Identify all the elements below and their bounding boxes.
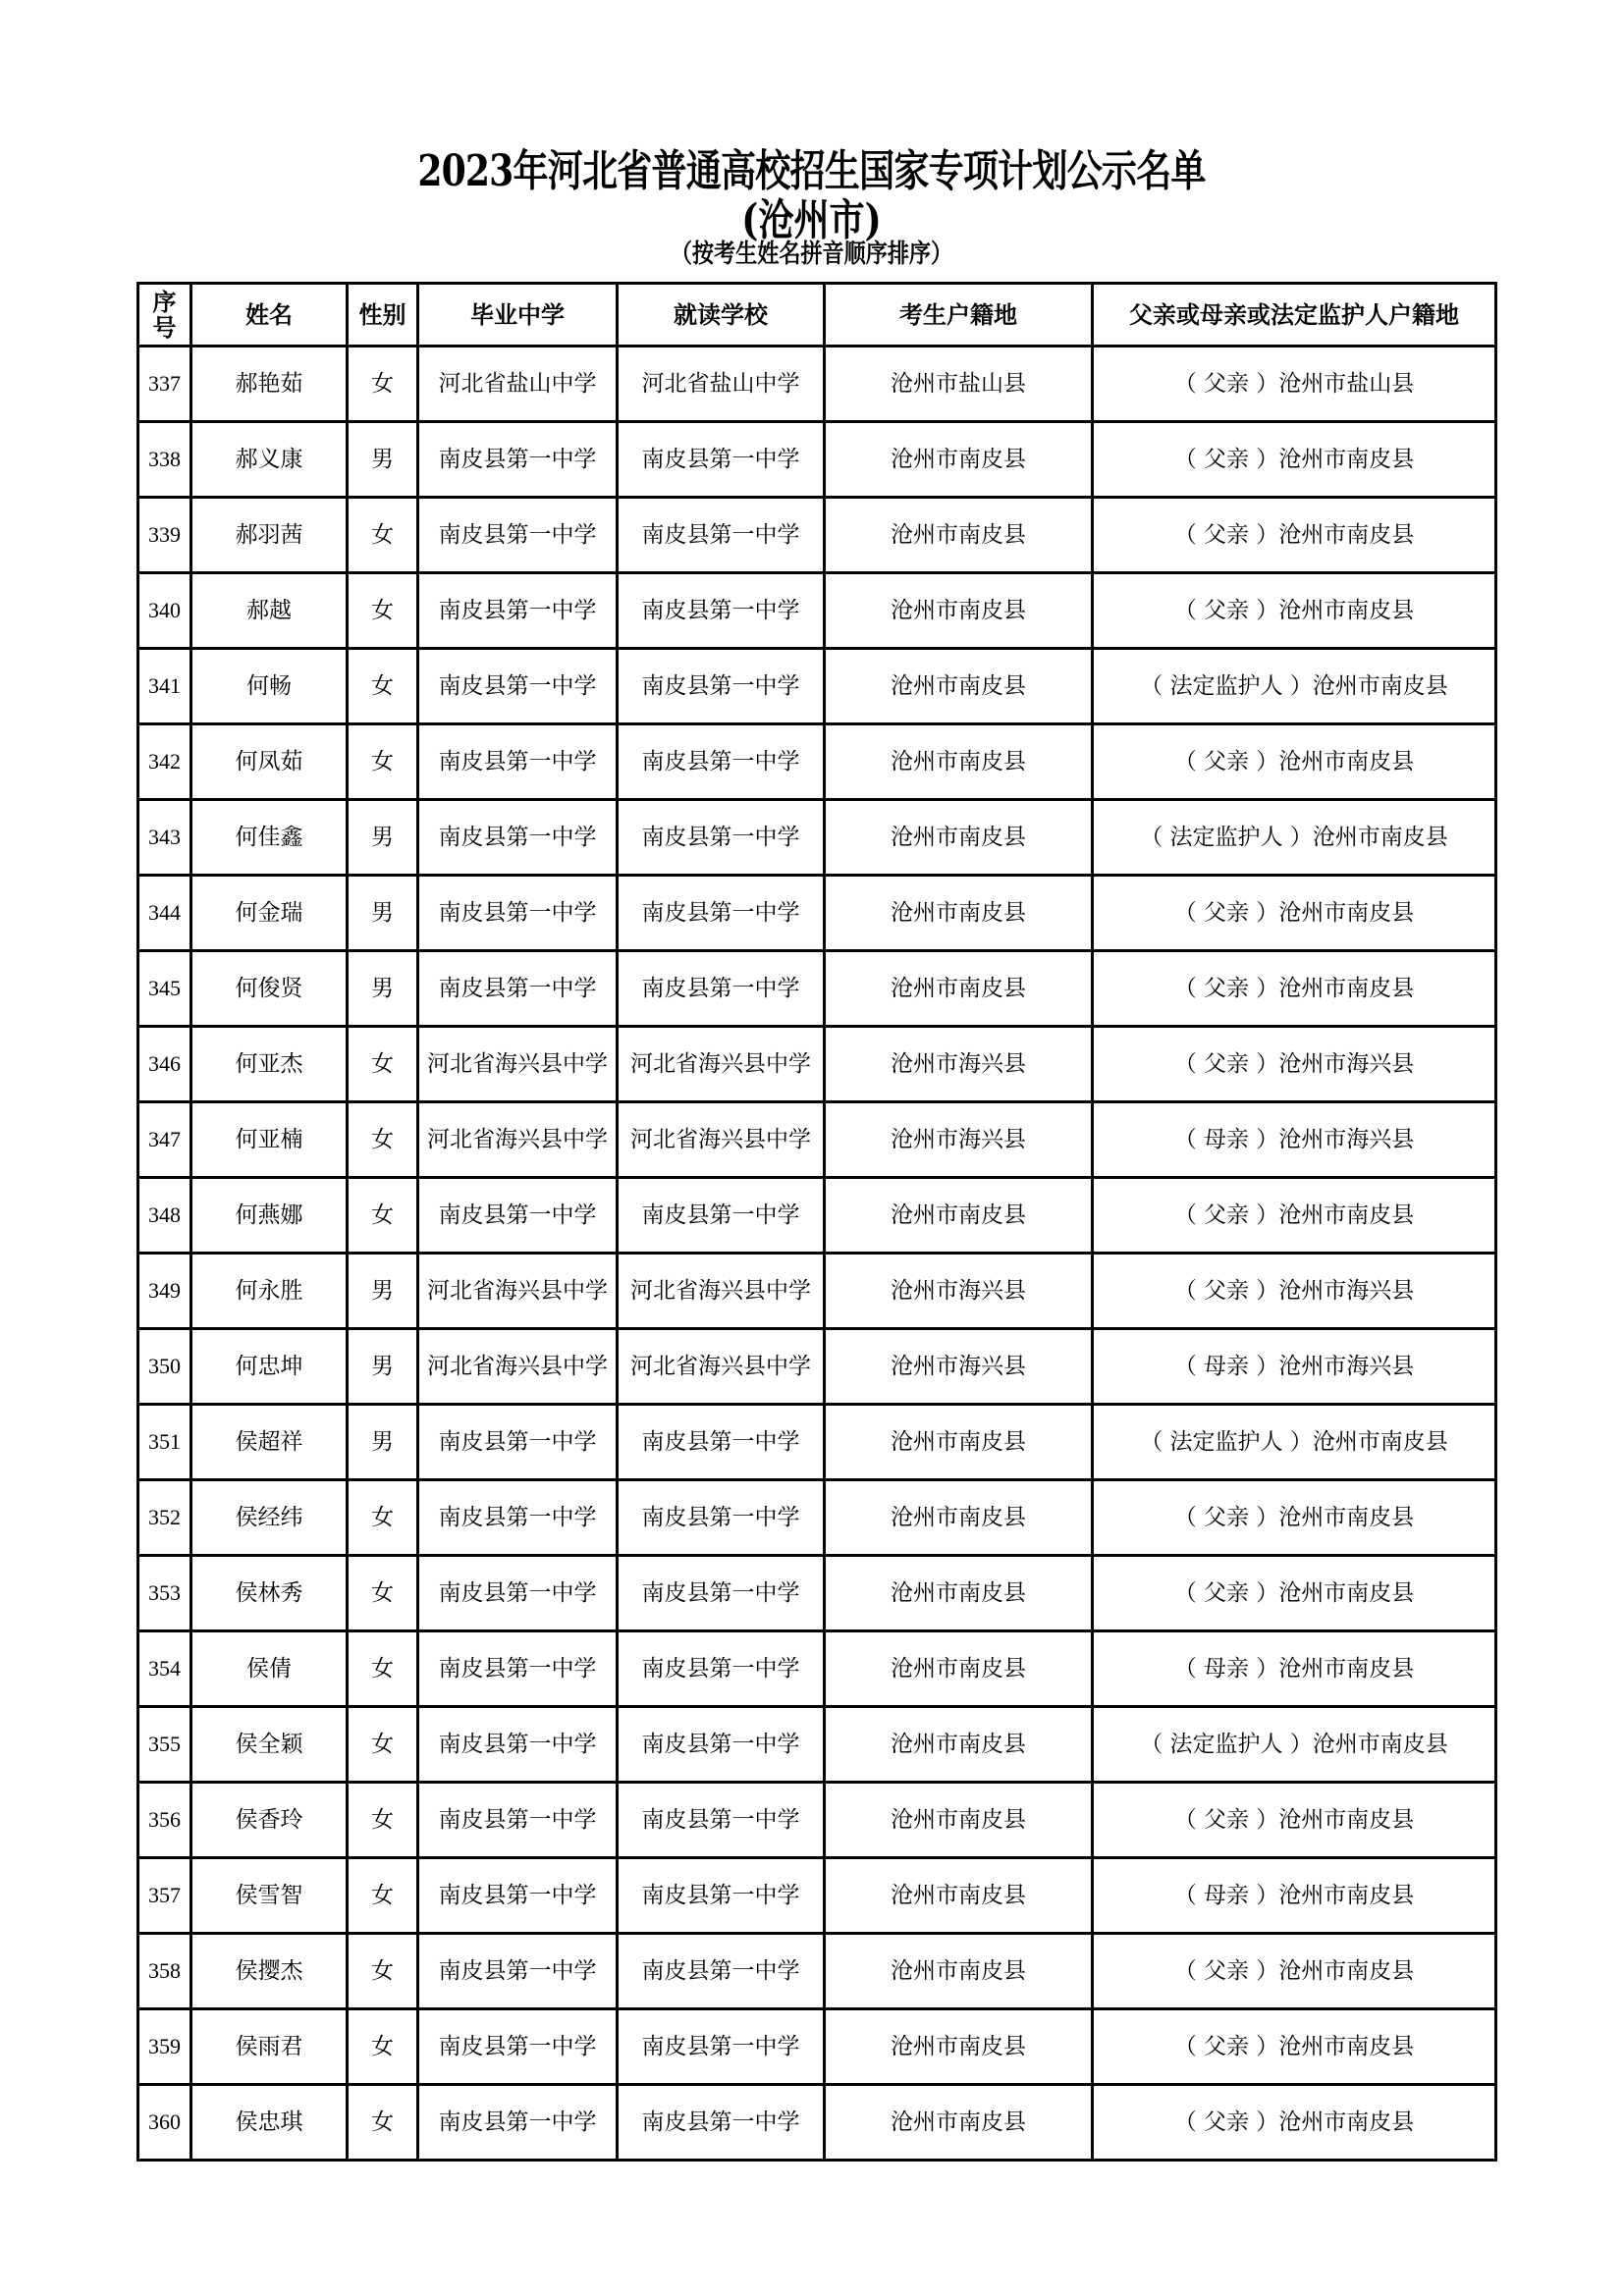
cell-current-school: 南皮县第一中学: [618, 498, 825, 573]
cell-guardian-residence: （ 父亲 ）沧州市南皮县: [1093, 1480, 1496, 1556]
cell-current-school: 河北省海兴县中学: [618, 1102, 825, 1178]
cell-graduated-school: 南皮县第一中学: [418, 422, 618, 498]
cell-gender: 女: [348, 724, 418, 800]
table-header-row: [138, 284, 1496, 347]
table-row: [138, 724, 1496, 800]
cell-gender: 男: [348, 876, 418, 951]
cell-student-residence: 沧州市南皮县: [825, 1631, 1093, 1707]
cell-serial: 344: [138, 876, 191, 951]
cell-student-residence: 沧州市海兴县: [825, 1102, 1093, 1178]
cell-guardian-residence: （ 父亲 ）沧州市南皮县: [1093, 2085, 1496, 2161]
cell-name: 侯忠琪: [191, 2085, 348, 2161]
cell-guardian-residence: （ 法定监护人 ）沧州市南皮县: [1093, 1707, 1496, 1783]
table-row: [138, 951, 1496, 1027]
cell-guardian-residence: （ 父亲 ）沧州市南皮县: [1093, 422, 1496, 498]
cell-gender: 女: [348, 1480, 418, 1556]
cell-student-residence: 沧州市南皮县: [825, 1858, 1093, 1934]
cell-guardian-residence: （ 父亲 ）沧州市盐山县: [1093, 347, 1496, 422]
cell-graduated-school: 南皮县第一中学: [418, 1178, 618, 1254]
cell-guardian-residence: （ 父亲 ）沧州市南皮县: [1093, 1556, 1496, 1631]
cell-graduated-school: 南皮县第一中学: [418, 1480, 618, 1556]
cell-name: 侯倩: [191, 1631, 348, 1707]
cell-current-school: 河北省海兴县中学: [618, 1254, 825, 1329]
cell-current-school: 南皮县第一中学: [618, 1480, 825, 1556]
document-title: 2023年河北省普通高校招生国家专项计划公示名单: [417, 146, 1206, 196]
cell-graduated-school: 南皮县第一中学: [418, 1707, 618, 1783]
cell-current-school: 河北省海兴县中学: [618, 1027, 825, 1102]
cell-gender: 女: [348, 1783, 418, 1858]
table-row: [138, 1405, 1496, 1480]
cell-name: 郝羽茜: [191, 498, 348, 573]
cell-guardian-residence: （ 法定监护人 ）沧州市南皮县: [1093, 649, 1496, 724]
cell-current-school: 南皮县第一中学: [618, 876, 825, 951]
cell-current-school: 南皮县第一中学: [618, 422, 825, 498]
cell-graduated-school: 南皮县第一中学: [418, 876, 618, 951]
cell-serial: 353: [138, 1556, 191, 1631]
cell-name: 郝越: [191, 573, 348, 649]
table-row: [138, 649, 1496, 724]
cell-current-school: 南皮县第一中学: [618, 1178, 825, 1254]
cell-serial: 339: [138, 498, 191, 573]
cell-gender: 男: [348, 951, 418, 1027]
cell-student-residence: 沧州市南皮县: [825, 1783, 1093, 1858]
cell-name: 侯雨君: [191, 2009, 348, 2085]
table-row: [138, 498, 1496, 573]
cell-current-school: 南皮县第一中学: [618, 2009, 825, 2085]
cell-graduated-school: 河北省盐山中学: [418, 347, 618, 422]
cell-serial: 356: [138, 1783, 191, 1858]
cell-gender: 女: [348, 1102, 418, 1178]
cell-serial: 351: [138, 1405, 191, 1480]
cell-current-school: 南皮县第一中学: [618, 724, 825, 800]
cell-name: 侯香玲: [191, 1783, 348, 1858]
cell-serial: 348: [138, 1178, 191, 1254]
cell-serial: 352: [138, 1480, 191, 1556]
cell-serial: 359: [138, 2009, 191, 2085]
cell-student-residence: 沧州市南皮县: [825, 1934, 1093, 2009]
cell-name: 何畅: [191, 649, 348, 724]
cell-student-residence: 沧州市南皮县: [825, 1405, 1093, 1480]
cell-gender: 女: [348, 2009, 418, 2085]
cell-graduated-school: 河北省海兴县中学: [418, 1329, 618, 1405]
cell-current-school: 南皮县第一中学: [618, 2085, 825, 2161]
header-gender: 性别: [348, 284, 418, 347]
cell-student-residence: 沧州市南皮县: [825, 422, 1093, 498]
cell-student-residence: 沧州市海兴县: [825, 1329, 1093, 1405]
cell-graduated-school: 南皮县第一中学: [418, 724, 618, 800]
cell-serial: 340: [138, 573, 191, 649]
sort-note: （按考生姓名拼音顺序排序）: [670, 240, 953, 269]
cell-serial: 342: [138, 724, 191, 800]
cell-name: 侯雪智: [191, 1858, 348, 1934]
cell-graduated-school: 南皮县第一中学: [418, 1631, 618, 1707]
cell-student-residence: 沧州市南皮县: [825, 649, 1093, 724]
cell-graduated-school: 南皮县第一中学: [418, 2085, 618, 2161]
cell-gender: 女: [348, 1934, 418, 2009]
cell-guardian-residence: （ 父亲 ）沧州市南皮县: [1093, 876, 1496, 951]
cell-graduated-school: 河北省海兴县中学: [418, 1102, 618, 1178]
cell-student-residence: 沧州市海兴县: [825, 1027, 1093, 1102]
table-row: [138, 1783, 1496, 1858]
cell-name: 何佳鑫: [191, 800, 348, 876]
cell-serial: 354: [138, 1631, 191, 1707]
cell-gender: 男: [348, 422, 418, 498]
cell-guardian-residence: （ 父亲 ）沧州市南皮县: [1093, 1178, 1496, 1254]
cell-serial: 338: [138, 422, 191, 498]
table-row: [138, 422, 1496, 498]
cell-graduated-school: 河北省海兴县中学: [418, 1254, 618, 1329]
cell-student-residence: 沧州市南皮县: [825, 800, 1093, 876]
cell-gender: 女: [348, 1631, 418, 1707]
cell-current-school: 南皮县第一中学: [618, 1858, 825, 1934]
cell-gender: 男: [348, 800, 418, 876]
cell-student-residence: 沧州市南皮县: [825, 876, 1093, 951]
cell-gender: 女: [348, 2085, 418, 2161]
table-row: [138, 1934, 1496, 2009]
cell-current-school: 南皮县第一中学: [618, 1405, 825, 1480]
cell-student-residence: 沧州市南皮县: [825, 2009, 1093, 2085]
table-row: [138, 1631, 1496, 1707]
table-row: [138, 1707, 1496, 1783]
table-row: [138, 2085, 1496, 2161]
cell-name: 何永胜: [191, 1254, 348, 1329]
cell-guardian-residence: （ 母亲 ）沧州市南皮县: [1093, 1631, 1496, 1707]
table-row: [138, 1178, 1496, 1254]
cell-graduated-school: 南皮县第一中学: [418, 1934, 618, 2009]
cell-gender: 男: [348, 1405, 418, 1480]
cell-graduated-school: 南皮县第一中学: [418, 1783, 618, 1858]
cell-name: 何忠坤: [191, 1329, 348, 1405]
cell-guardian-residence: （ 父亲 ）沧州市南皮县: [1093, 1934, 1496, 2009]
header-student-residence: 考生户籍地: [825, 284, 1093, 347]
table-row: [138, 1858, 1496, 1934]
cell-current-school: 河北省海兴县中学: [618, 1329, 825, 1405]
table-row: [138, 1254, 1496, 1329]
cell-gender: 男: [348, 1329, 418, 1405]
cell-name: 侯撄杰: [191, 1934, 348, 2009]
cell-student-residence: 沧州市南皮县: [825, 1556, 1093, 1631]
cell-current-school: 南皮县第一中学: [618, 800, 825, 876]
cell-current-school: 南皮县第一中学: [618, 1631, 825, 1707]
cell-serial: 347: [138, 1102, 191, 1178]
cell-serial: 360: [138, 2085, 191, 2161]
cell-current-school: 南皮县第一中学: [618, 951, 825, 1027]
cell-name: 何燕娜: [191, 1178, 348, 1254]
table-row: [138, 1027, 1496, 1102]
cell-serial: 337: [138, 347, 191, 422]
cell-current-school: 南皮县第一中学: [618, 1556, 825, 1631]
table-body: [138, 347, 1496, 2161]
cell-guardian-residence: （ 母亲 ）沧州市南皮县: [1093, 1858, 1496, 1934]
cell-guardian-residence: （ 父亲 ）沧州市海兴县: [1093, 1027, 1496, 1102]
cell-student-residence: 沧州市南皮县: [825, 2085, 1093, 2161]
cell-name: 何凤茹: [191, 724, 348, 800]
table-row: [138, 1480, 1496, 1556]
table-row: [138, 573, 1496, 649]
cell-current-school: 河北省盐山中学: [618, 347, 825, 422]
cell-gender: 女: [348, 347, 418, 422]
table-row: [138, 800, 1496, 876]
cell-current-school: 南皮县第一中学: [618, 1707, 825, 1783]
cell-graduated-school: 南皮县第一中学: [418, 951, 618, 1027]
cell-student-residence: 沧州市海兴县: [825, 1254, 1093, 1329]
cell-guardian-residence: （ 法定监护人 ）沧州市南皮县: [1093, 1405, 1496, 1480]
cell-name: 侯林秀: [191, 1556, 348, 1631]
cell-current-school: 南皮县第一中学: [618, 649, 825, 724]
cell-name: 郝义康: [191, 422, 348, 498]
cell-name: 侯全颖: [191, 1707, 348, 1783]
cell-graduated-school: 河北省海兴县中学: [418, 1027, 618, 1102]
cell-gender: 女: [348, 573, 418, 649]
cell-name: 侯经纬: [191, 1480, 348, 1556]
cell-serial: 350: [138, 1329, 191, 1405]
cell-serial: 343: [138, 800, 191, 876]
cell-student-residence: 沧州市南皮县: [825, 1480, 1093, 1556]
cell-graduated-school: 南皮县第一中学: [418, 1858, 618, 1934]
cell-gender: 女: [348, 649, 418, 724]
document-subtitle: (沧州市): [741, 195, 882, 245]
cell-graduated-school: 南皮县第一中学: [418, 649, 618, 724]
table-row: [138, 1329, 1496, 1405]
cell-current-school: 南皮县第一中学: [618, 573, 825, 649]
cell-student-residence: 沧州市南皮县: [825, 951, 1093, 1027]
cell-guardian-residence: （ 父亲 ）沧州市南皮县: [1093, 2009, 1496, 2085]
cell-serial: 341: [138, 649, 191, 724]
cell-serial: 349: [138, 1254, 191, 1329]
roster-table: [136, 282, 1497, 2162]
cell-student-residence: 沧州市南皮县: [825, 573, 1093, 649]
cell-gender: 女: [348, 1027, 418, 1102]
cell-gender: 女: [348, 1178, 418, 1254]
header-current-school: 就读学校: [618, 284, 825, 347]
cell-serial: 355: [138, 1707, 191, 1783]
header-serial: 序号: [138, 284, 191, 347]
cell-name: 侯超祥: [191, 1405, 348, 1480]
cell-graduated-school: 南皮县第一中学: [418, 1405, 618, 1480]
cell-guardian-residence: （ 父亲 ）沧州市南皮县: [1093, 1783, 1496, 1858]
cell-gender: 女: [348, 498, 418, 573]
cell-guardian-residence: （ 母亲 ）沧州市海兴县: [1093, 1329, 1496, 1405]
cell-graduated-school: 南皮县第一中学: [418, 1556, 618, 1631]
cell-guardian-residence: （ 父亲 ）沧州市南皮县: [1093, 498, 1496, 573]
cell-guardian-residence: （ 父亲 ）沧州市南皮县: [1093, 573, 1496, 649]
cell-graduated-school: 南皮县第一中学: [418, 800, 618, 876]
cell-name: 何亚楠: [191, 1102, 348, 1178]
cell-guardian-residence: （ 父亲 ）沧州市海兴县: [1093, 1254, 1496, 1329]
cell-graduated-school: 南皮县第一中学: [418, 573, 618, 649]
cell-student-residence: 沧州市南皮县: [825, 724, 1093, 800]
cell-gender: 男: [348, 1254, 418, 1329]
header-name: 姓名: [191, 284, 348, 347]
cell-student-residence: 沧州市南皮县: [825, 1178, 1093, 1254]
table-row: [138, 2009, 1496, 2085]
cell-name: 何亚杰: [191, 1027, 348, 1102]
cell-guardian-residence: （ 父亲 ）沧州市南皮县: [1093, 951, 1496, 1027]
header-graduated-school: 毕业中学: [418, 284, 618, 347]
cell-current-school: 南皮县第一中学: [618, 1934, 825, 2009]
cell-serial: 345: [138, 951, 191, 1027]
table-row: [138, 876, 1496, 951]
header-guardian-residence: 父亲或母亲或法定监护人户籍地: [1093, 284, 1496, 347]
cell-current-school: 南皮县第一中学: [618, 1783, 825, 1858]
cell-student-residence: 沧州市南皮县: [825, 1707, 1093, 1783]
cell-name: 郝艳茹: [191, 347, 348, 422]
cell-serial: 346: [138, 1027, 191, 1102]
cell-guardian-residence: （ 母亲 ）沧州市海兴县: [1093, 1102, 1496, 1178]
cell-serial: 357: [138, 1858, 191, 1934]
table-row: [138, 1556, 1496, 1631]
table-row: [138, 1102, 1496, 1178]
cell-graduated-school: 南皮县第一中学: [418, 498, 618, 573]
cell-graduated-school: 南皮县第一中学: [418, 2009, 618, 2085]
cell-name: 何金瑞: [191, 876, 348, 951]
cell-serial: 358: [138, 1934, 191, 2009]
cell-guardian-residence: （ 法定监护人 ）沧州市南皮县: [1093, 800, 1496, 876]
cell-name: 何俊贤: [191, 951, 348, 1027]
cell-gender: 女: [348, 1707, 418, 1783]
table-row: [138, 347, 1496, 422]
cell-student-residence: 沧州市盐山县: [825, 347, 1093, 422]
cell-guardian-residence: （ 父亲 ）沧州市南皮县: [1093, 724, 1496, 800]
cell-gender: 女: [348, 1858, 418, 1934]
cell-gender: 女: [348, 1556, 418, 1631]
cell-student-residence: 沧州市南皮县: [825, 498, 1093, 573]
